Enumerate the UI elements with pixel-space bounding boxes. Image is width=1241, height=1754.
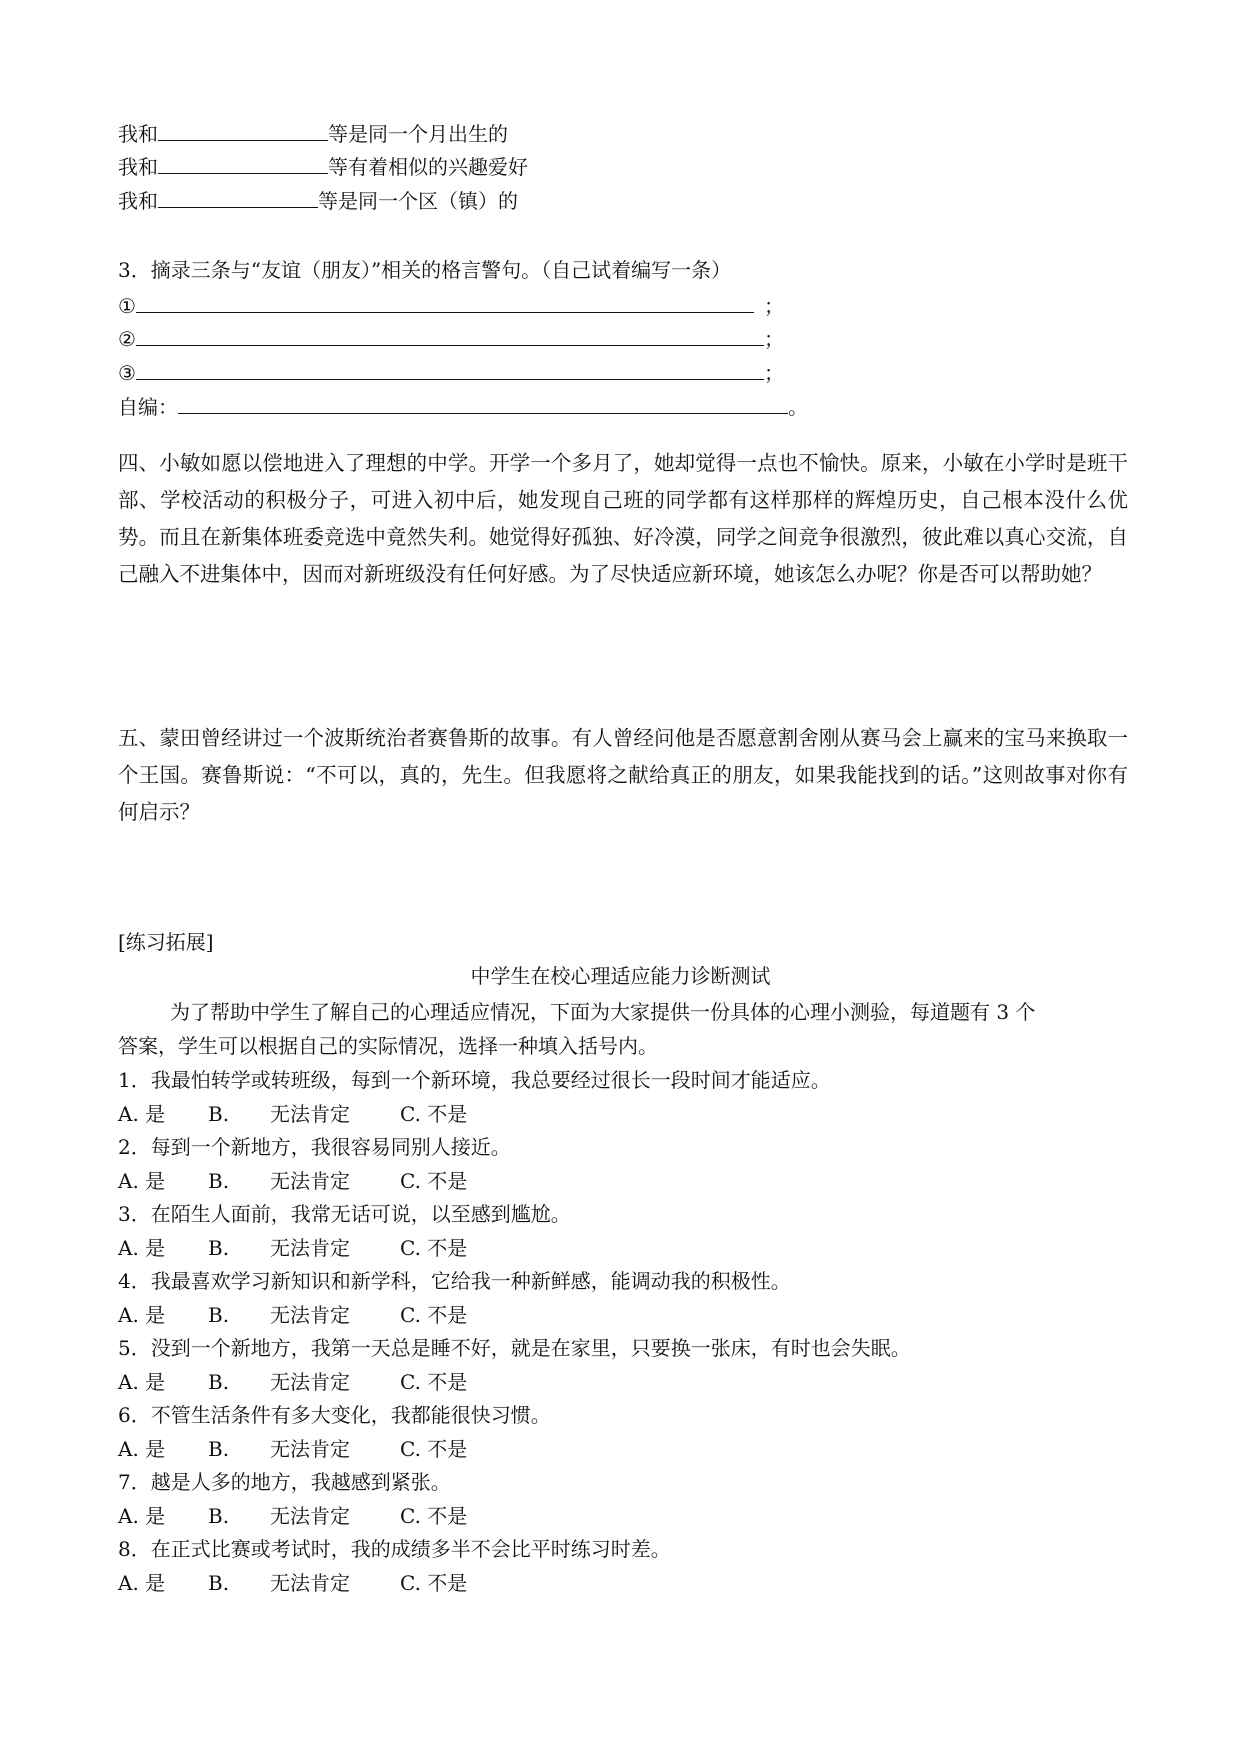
- option-b-text: 无法肯定: [270, 1236, 350, 1260]
- q3-item-2: ② ；: [118, 323, 784, 353]
- question-item: 3．在陌生人面前，我常无话可说，以至感到尴尬。: [118, 1202, 571, 1226]
- practice-header: [练习拓展]: [118, 930, 214, 954]
- option-b[interactable]: B.: [208, 1437, 230, 1461]
- q3-item-1: ① ；: [118, 290, 784, 320]
- option-b-text: 无法肯定: [270, 1571, 350, 1595]
- option-a[interactable]: A. 是: [118, 1303, 166, 1327]
- option-c[interactable]: C. 不是: [400, 1437, 468, 1461]
- q3-item-self: 自编： 。: [118, 391, 808, 421]
- question-item: 6．不管生活条件有多大变化，我都能很快习惯。: [118, 1403, 551, 1427]
- test-title: 中学生在校心理适应能力诊断测试: [470, 964, 771, 988]
- option-a[interactable]: A. 是: [118, 1236, 166, 1260]
- option-row: [118, 1502, 467, 1530]
- option-b-text: 无法肯定: [270, 1370, 350, 1394]
- option-b[interactable]: B.: [208, 1571, 230, 1595]
- option-b[interactable]: B.: [208, 1102, 230, 1126]
- option-row: [118, 1435, 467, 1463]
- option-c[interactable]: C. 不是: [400, 1236, 468, 1260]
- option-c[interactable]: C. 不是: [400, 1370, 468, 1394]
- question-item: 7．越是人多的地方，我越感到紧张。: [118, 1470, 451, 1494]
- question-item: 4．我最喜欢学习新知识和新学科，它给我一种新鲜感，能调动我的积极性。: [118, 1269, 791, 1293]
- option-row: [118, 1569, 467, 1597]
- option-a[interactable]: A. 是: [118, 1370, 166, 1394]
- option-c[interactable]: C. 不是: [400, 1504, 468, 1528]
- option-b[interactable]: B.: [208, 1504, 230, 1528]
- option-b[interactable]: B.: [208, 1236, 230, 1260]
- answer-blank[interactable]: [158, 151, 328, 174]
- q3-title: 3．摘录三条与“友谊（朋友）”相关的格言警句。（自己试着编写一条）: [118, 258, 732, 282]
- question-item: 8．在正式比赛或考试时，我的成绩多半不会比平时练习时差。: [118, 1537, 671, 1561]
- option-a[interactable]: A. 是: [118, 1571, 166, 1595]
- option-c[interactable]: C. 不是: [400, 1169, 468, 1193]
- answer-blank[interactable]: [178, 391, 788, 414]
- fill-line-1: 我和 等是同一个月出生的: [118, 118, 508, 148]
- question-item: 2．每到一个新地方，我很容易同别人接近。: [118, 1135, 511, 1159]
- q3-item-3: ③ ；: [118, 357, 784, 387]
- option-c[interactable]: C. 不是: [400, 1102, 468, 1126]
- option-row: [118, 1368, 467, 1396]
- option-row: [118, 1167, 467, 1195]
- intro-line-2: 答案，学生可以根据自己的实际情况，选择一种填入括号内。: [118, 1034, 658, 1058]
- fill-line-3: 我和 等是同一个区（镇）的: [118, 185, 518, 215]
- question-item: 1．我最怕转学或转班级，每到一个新环境，我总要经过很长一段时间才能适应。: [118, 1068, 831, 1092]
- answer-blank[interactable]: [136, 357, 764, 380]
- option-b-text: 无法肯定: [270, 1169, 350, 1193]
- option-b[interactable]: B.: [208, 1303, 230, 1327]
- answer-blank[interactable]: [158, 185, 318, 208]
- option-b-text: 无法肯定: [270, 1102, 350, 1126]
- option-row: [118, 1234, 467, 1262]
- option-b-text: 无法肯定: [270, 1504, 350, 1528]
- option-b-text: 无法肯定: [270, 1303, 350, 1327]
- option-a[interactable]: A. 是: [118, 1504, 166, 1528]
- option-a[interactable]: A. 是: [118, 1437, 166, 1461]
- option-b-text: 无法肯定: [270, 1437, 350, 1461]
- answer-blank[interactable]: [136, 323, 764, 346]
- fill-line-2: 我和 等有着相似的兴趣爱好: [118, 151, 528, 181]
- option-b[interactable]: B.: [208, 1169, 230, 1193]
- section-4-text: 四、小敏如愿以偿地进入了理想的中学。开学一个多月了，她却觉得一点也不愉快。原来，小敏在小学时是班干部、学校活动的积极分子，可进入初中后，她发现自己班的同学都有这样那样的辉煌历史，自己根本没什么优势。而且在新集体班委竞选中竟然失利。她觉得好孤独、好冷漠，同学之间竞争很激烈，彼此难以真心交流，自己融入不进集体中，因而对新班级没有任何好感。为了尽快适应新环境，她该怎么办呢？你是否可以帮助她？: [118, 451, 1128, 586]
- intro-line-1: 为了帮助中学生了解自己的心理适应情况，下面为大家提供一份具体的心理小测验，每道题有 3 个: [170, 1000, 1036, 1024]
- option-c[interactable]: C. 不是: [400, 1303, 468, 1327]
- option-b[interactable]: B.: [208, 1370, 230, 1394]
- option-a[interactable]: A. 是: [118, 1102, 166, 1126]
- section-5-text: 五、蒙田曾经讲过一个波斯统治者赛鲁斯的故事。有人曾经问他是否愿意割舍刚从赛马会上赢来的宝马来换取一个王国。赛鲁斯说：“不可以，真的，先生。但我愿将之献给真正的朋友，如果我能找到的话。”这则故事对你有何启示？: [118, 726, 1128, 824]
- option-c[interactable]: C. 不是: [400, 1571, 468, 1595]
- answer-blank[interactable]: [158, 118, 328, 141]
- option-row: [118, 1100, 467, 1128]
- option-a[interactable]: A. 是: [118, 1169, 166, 1193]
- option-row: [118, 1301, 467, 1329]
- question-item: 5．没到一个新地方，我第一天总是睡不好，就是在家里，只要换一张床，有时也会失眠。: [118, 1336, 911, 1360]
- answer-blank[interactable]: [136, 290, 754, 313]
